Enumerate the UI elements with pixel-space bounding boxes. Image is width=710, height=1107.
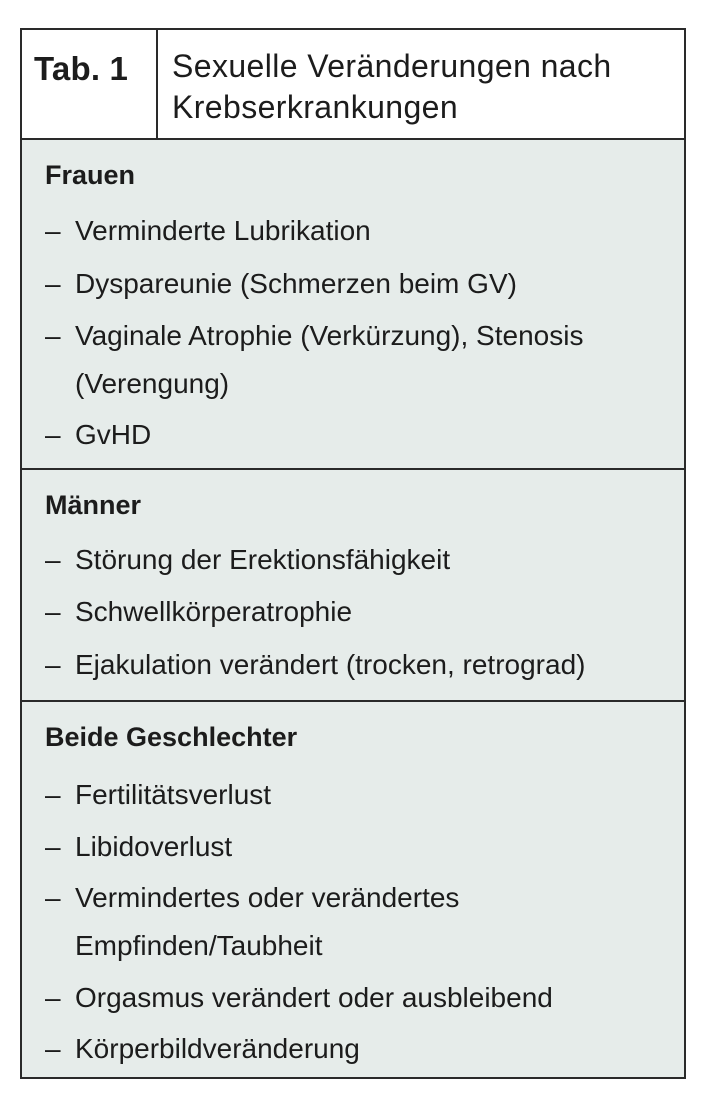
section-title: Frauen	[45, 160, 136, 190]
list-item-text: Dyspareunie (Schmerzen beim GV)	[75, 268, 517, 299]
list-item	[45, 974, 665, 1022]
list-item	[45, 312, 665, 408]
list-item	[45, 588, 665, 636]
list-item	[45, 411, 665, 459]
bullet-dash: –	[45, 649, 61, 680]
list-item-text: Schwellkörperatrophie	[75, 596, 353, 627]
bullet-dash: –	[45, 1033, 61, 1064]
list-item	[45, 771, 665, 819]
bullet-dash: –	[45, 779, 61, 810]
list-item	[45, 536, 665, 584]
list-item-text: Vaginale Atrophie (Verkürzung), Stenosis (Verengung)	[75, 320, 584, 399]
list-item-text: Vermindertes oder verändertes Empfinden/Taubheit	[75, 882, 460, 961]
bullet-dash: –	[45, 268, 61, 299]
bullet-dash: –	[45, 831, 61, 862]
table-header	[22, 30, 684, 140]
table-label: Tab. 1	[34, 50, 129, 87]
section-frauen	[22, 140, 684, 468]
list-item-text: Fertilitätsverlust	[75, 779, 272, 810]
list-item	[45, 641, 665, 689]
section-maenner	[22, 468, 684, 700]
bullet-dash: –	[45, 544, 61, 575]
section-beide-geschlechter	[22, 700, 684, 1079]
list-item-text: Störung der Erektionsfähigkeit	[75, 544, 451, 575]
table-title: Sexuelle Veränderungen nach Krebserkrankungen	[172, 48, 612, 125]
bullet-dash: –	[45, 320, 61, 351]
list-item	[45, 1025, 665, 1073]
list-item-text: GvHD	[75, 419, 152, 450]
list-item	[45, 260, 665, 308]
list-item-text: Körperbildveränderung	[75, 1033, 360, 1064]
list-item-text: Ejakulation verändert (trocken, retrograd)	[75, 649, 586, 680]
list-item	[45, 823, 665, 871]
info-table	[20, 28, 686, 1079]
table-label-cell	[22, 30, 158, 138]
section-title: Beide Geschlechter	[45, 722, 298, 752]
bullet-dash: –	[45, 596, 61, 627]
bullet-dash: –	[45, 215, 61, 246]
list-item	[45, 207, 665, 255]
list-item-text: Libidoverlust	[75, 831, 233, 862]
bullet-dash: –	[45, 982, 61, 1013]
bullet-dash: –	[45, 882, 61, 913]
list-item-text: Verminderte Lubrikation	[75, 215, 371, 246]
list-item-text: Orgasmus verändert oder ausbleibend	[75, 982, 553, 1013]
list-item	[45, 874, 665, 970]
section-title: Männer	[45, 490, 142, 520]
bullet-dash: –	[45, 419, 61, 450]
